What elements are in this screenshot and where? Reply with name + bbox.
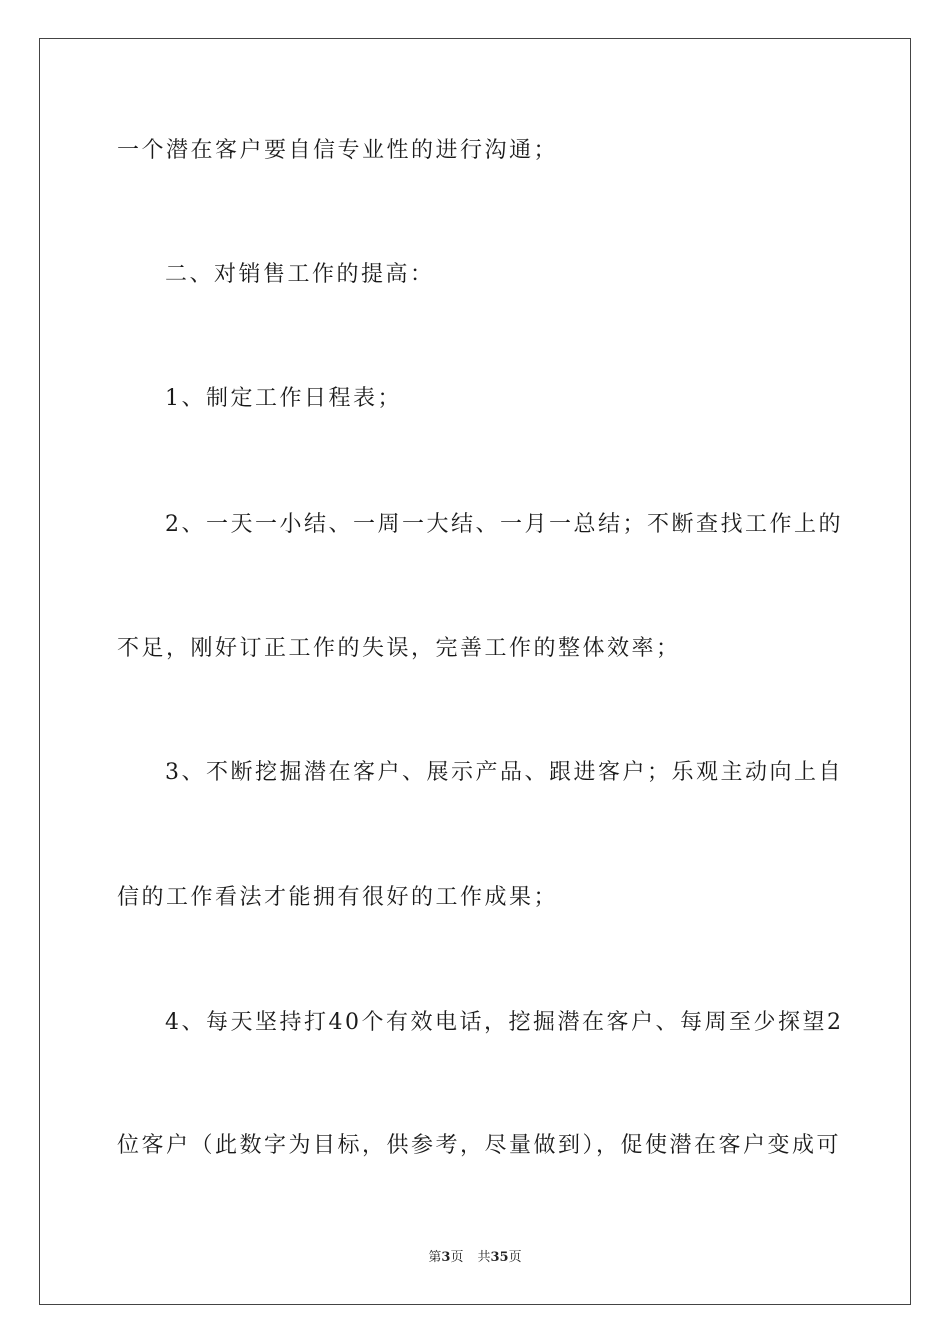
total-suffix: 页	[508, 1250, 522, 1265]
total-prefix: 共	[477, 1250, 491, 1265]
page-footer	[0, 1246, 950, 1265]
list-item: 4、每天坚持打40个有效电话，挖掘潜在客户、每周至少探望2	[165, 1010, 844, 1035]
text-line: 一个潜在客户要自信专业性的进行沟通；	[117, 138, 559, 163]
page-border	[39, 38, 911, 1305]
section-heading: 二、对销售工作的提高：	[165, 262, 435, 287]
text-line: 不足，刚好订正工作的失误，完善工作的整体效率；	[117, 636, 681, 661]
list-item: 2、一天一小结、一周一大结、一月一总结；不断查找工作上的	[165, 512, 843, 537]
page-suffix: 页	[450, 1250, 464, 1265]
list-item: 1、制定工作日程表；	[165, 386, 402, 411]
page-prefix: 第	[428, 1250, 442, 1265]
list-item: 3、不断挖掘潜在客户、展示产品、跟进客户；乐观主动向上自	[165, 760, 843, 785]
total-pages: 35	[490, 1250, 509, 1265]
text-line: 位客户（此数字为目标，供参考，尽量做到），促使潜在客户变成可	[117, 1133, 842, 1158]
text-line: 信的工作看法才能拥有很好的工作成果；	[117, 885, 559, 910]
page-number: 3	[441, 1250, 451, 1265]
